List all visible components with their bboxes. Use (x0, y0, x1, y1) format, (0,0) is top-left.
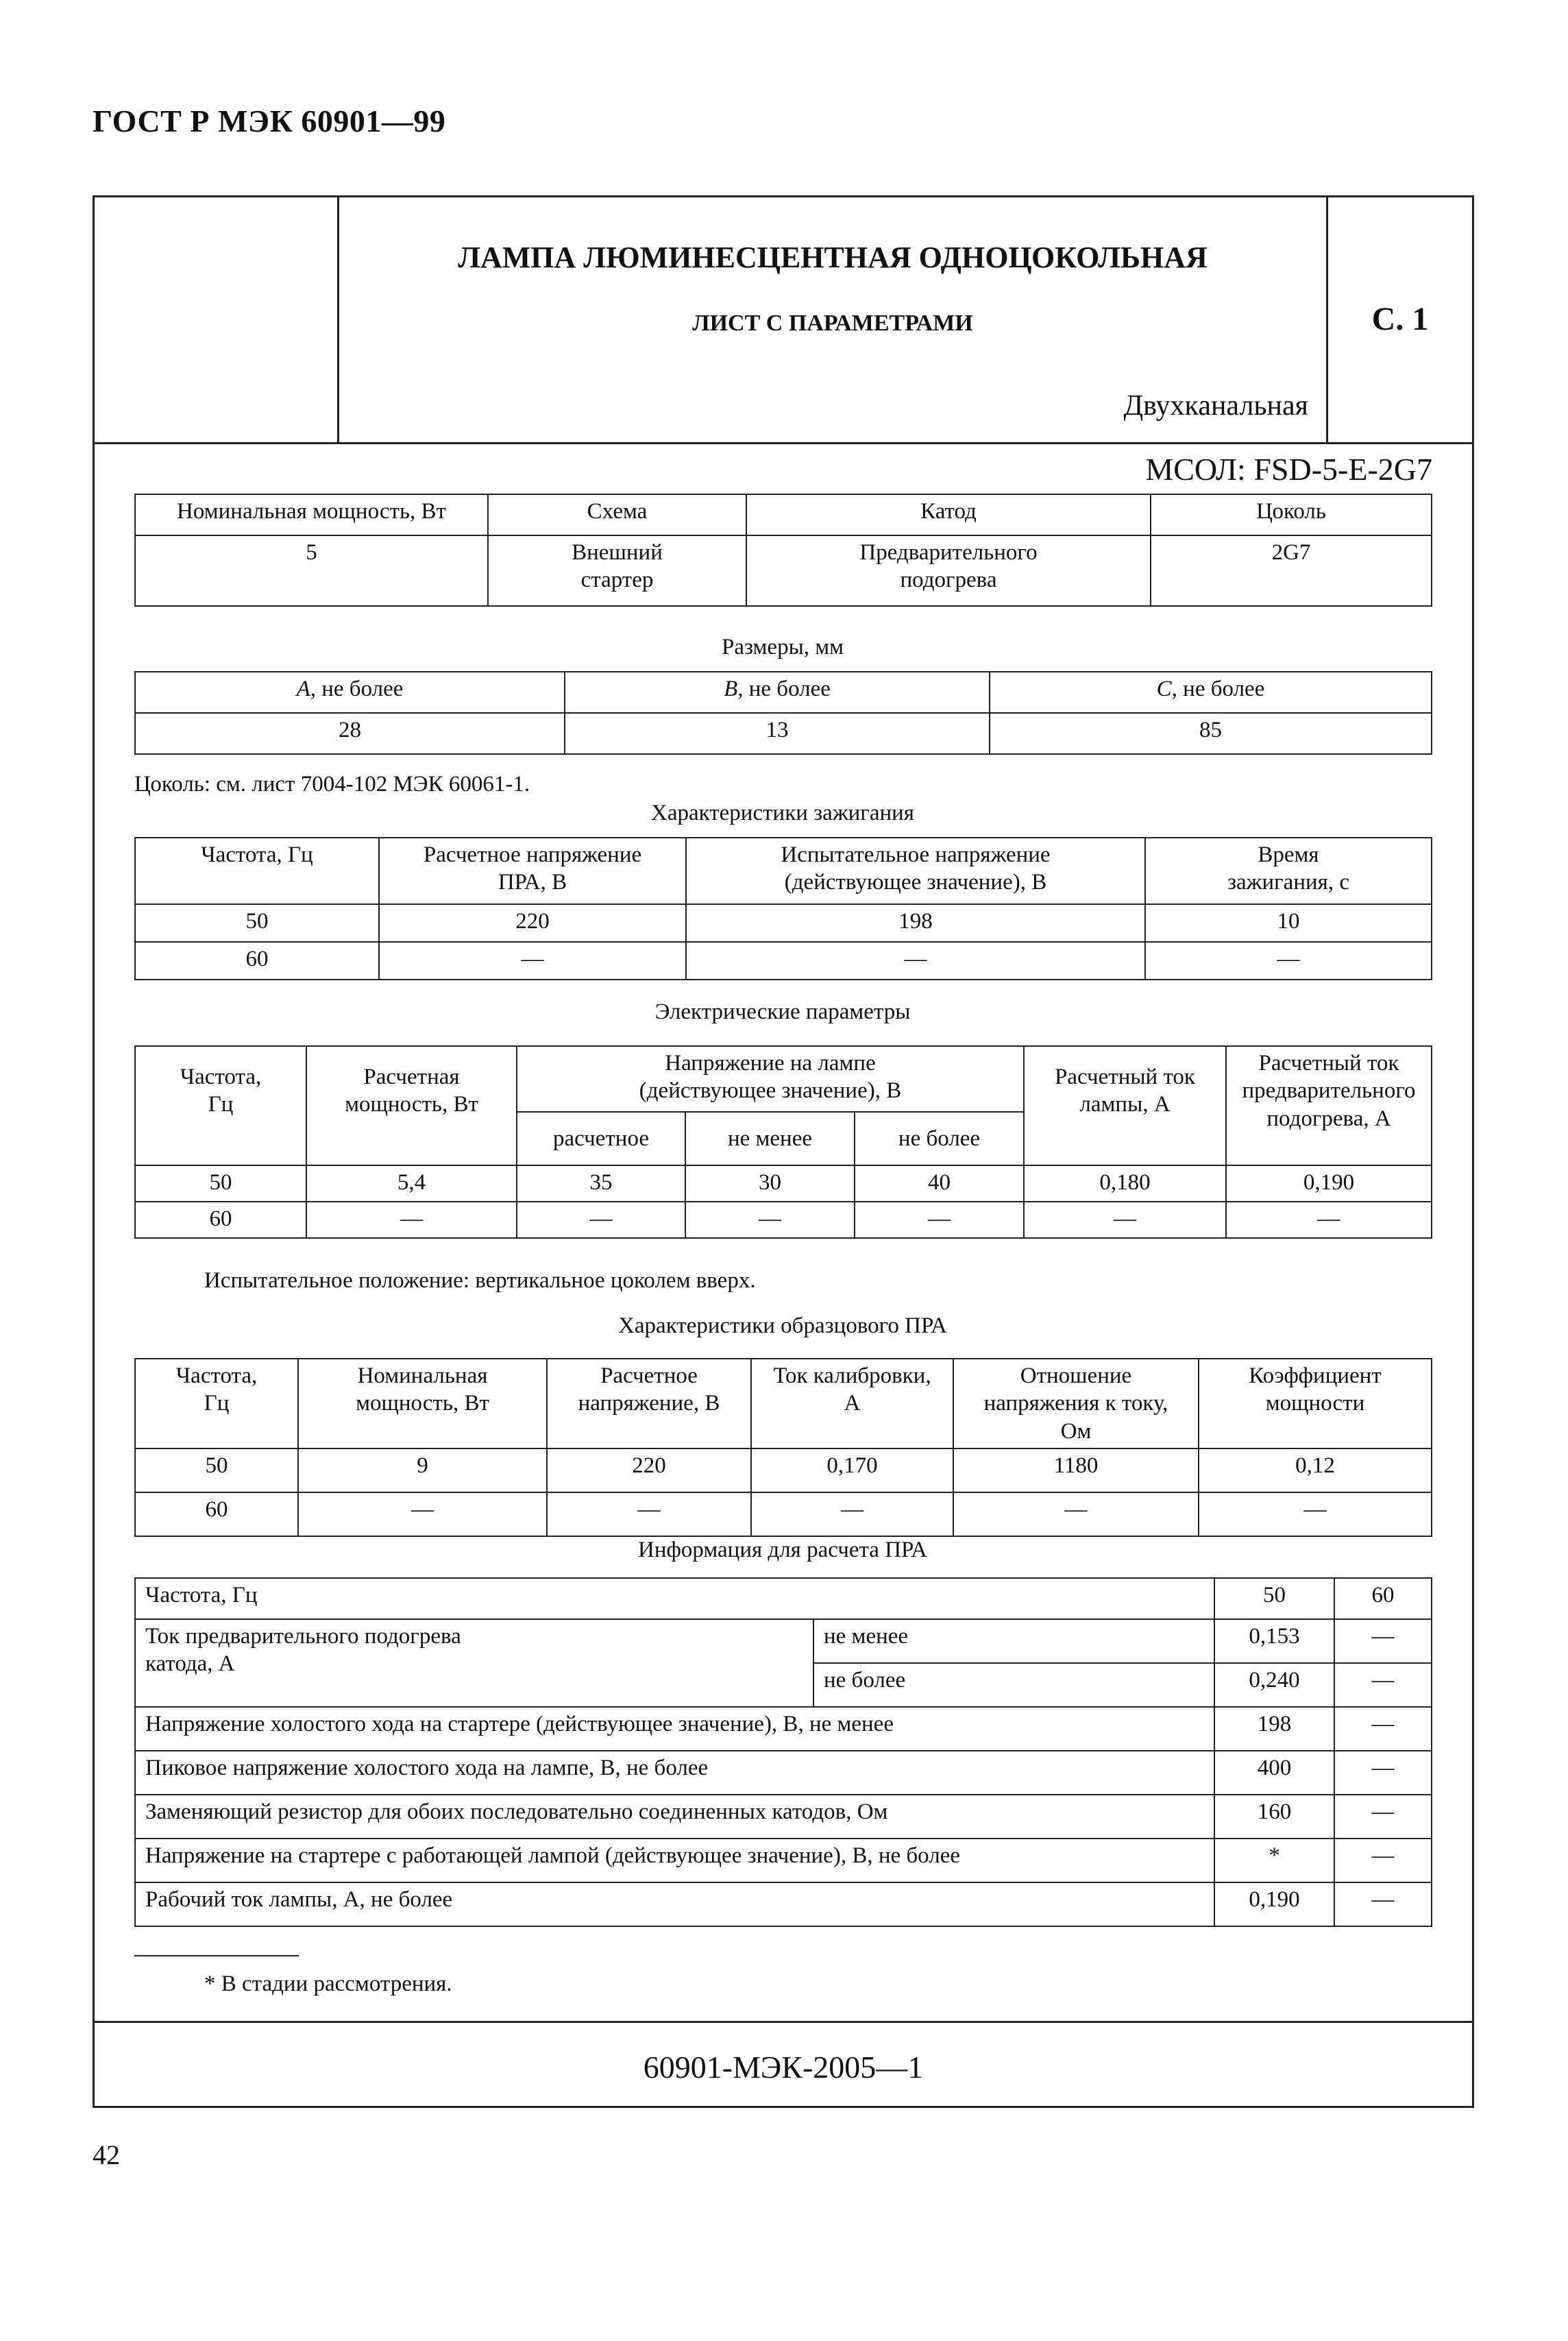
table-cell: 0,170 (751, 1448, 953, 1492)
row-label: Напряжение холостого хода на стартере (действующее значение), В, не менее (135, 1707, 1214, 1751)
table-cell: 198 (686, 904, 1145, 942)
row-sublabel: не менее (813, 1619, 1214, 1663)
footnote: * В стадии рассмотрения. (204, 1972, 452, 1996)
row-label: Рабочий ток лампы, А, не более (135, 1882, 1214, 1926)
row-label: Заменяющий резистор для обоих последовательно соединенных катодов, Ом (135, 1795, 1214, 1839)
table-cell: 0,190 (1226, 1165, 1432, 1202)
header-cell: A, не более (135, 672, 565, 713)
ignition-table (134, 837, 1432, 980)
table-cell: 160 (1214, 1795, 1334, 1839)
table-cell: — (1024, 1202, 1226, 1238)
title-block-blank-cell (95, 197, 339, 442)
reference-ballast-caption: Характеристики образцового ПРА (618, 1313, 947, 1338)
bottom-block (95, 2021, 1472, 2110)
table-cell: 0,180 (1024, 1165, 1226, 1202)
table-cell: 0,240 (1214, 1663, 1334, 1707)
header-cell: B, не более (565, 672, 990, 713)
header-cell: Схема (488, 494, 746, 535)
parameter-sheet-frame (93, 195, 1474, 2108)
standard-header: ГОСТ Р МЭК 60901—99 (93, 104, 446, 138)
header-cell: C, не более (990, 672, 1432, 713)
header-cell: Расчетный ток предварительного подогрева, А (1226, 1046, 1432, 1165)
header-cell: Время зажигания, с (1145, 838, 1432, 904)
header-cell: не более (855, 1112, 1024, 1165)
table-cell: — (1199, 1492, 1432, 1536)
row-sublabel: не более (813, 1663, 1214, 1707)
ignition-caption: Характеристики зажигания (651, 801, 914, 825)
table-cell: — (298, 1492, 547, 1536)
header-cell: Частота, Гц (135, 1359, 298, 1448)
header-cell: Цоколь (1151, 494, 1432, 535)
electrical-table (134, 1045, 1432, 1239)
header-cell: Ток калибровки, А (751, 1359, 953, 1448)
title-block (95, 197, 1472, 444)
table-cell: — (306, 1202, 517, 1238)
header-cell: Номинальная мощность, Вт (298, 1359, 547, 1448)
row-label: Ток предварительного подогрева катода, А (135, 1619, 813, 1707)
header-cell: Расчетное напряжение ПРА, В (379, 838, 686, 904)
table-cell: * (1214, 1839, 1334, 1882)
table-cell: — (1226, 1202, 1432, 1238)
table-cell: 5,4 (306, 1165, 517, 1202)
table-cell: 1180 (953, 1448, 1199, 1492)
table-cell: 2G7 (1151, 535, 1432, 606)
table-cell: — (1334, 1707, 1432, 1751)
test-position-note: Испытательное положение: вертикальное цоколем вверх. (204, 1268, 756, 1293)
ballast-info-table (134, 1577, 1432, 1927)
table-cell: — (953, 1492, 1199, 1536)
table-cell: 220 (379, 904, 686, 942)
table-cell: 400 (1214, 1751, 1334, 1795)
table-cell: 60 (135, 1202, 306, 1238)
row-label: Пиковое напряжение холостого хода на лампе, В, не более (135, 1751, 1214, 1795)
reference-ballast-table (134, 1358, 1432, 1537)
table-cell: — (686, 942, 1145, 980)
header-cell: Частота, Гц (135, 1046, 306, 1165)
main-title: ЛАМПА ЛЮМИНЕСЦЕНТНАЯ ОДНОЦОКОЛЬНАЯ (458, 241, 1208, 274)
header-cell: Напряжение на лампе (действующее значение), В (517, 1046, 1024, 1112)
footnote-separator (134, 1955, 299, 1956)
table-cell: — (1334, 1839, 1432, 1882)
header-cell: 50 (1214, 1578, 1334, 1619)
dimensions-table (134, 671, 1432, 755)
header-cell: Коэффициент мощности (1199, 1359, 1432, 1448)
table-cell: 50 (135, 904, 379, 942)
title-block-sheet (1328, 197, 1472, 442)
table-cell: 50 (135, 1165, 306, 1202)
sub-title: ЛИСТ С ПАРАМЕТРАМИ (692, 311, 973, 336)
lamp-variant: Двухканальная (1123, 390, 1308, 422)
table-cell: 60 (135, 942, 379, 980)
header-cell: Катод (746, 494, 1151, 535)
table-cell: — (379, 942, 686, 980)
header-cell: не менее (685, 1112, 855, 1165)
table-cell: 10 (1145, 904, 1432, 942)
table-cell: Предварительного подогрева (746, 535, 1151, 606)
table-cell: 0,190 (1214, 1882, 1334, 1926)
table-cell: — (855, 1202, 1024, 1238)
table-cell: 28 (135, 713, 565, 754)
table-cell: 0,153 (1214, 1619, 1334, 1663)
header-cell: Отношение напряжения к току, Ом (953, 1359, 1199, 1448)
dimensions-caption: Размеры, мм (721, 635, 844, 659)
header-cell: расчетное (517, 1112, 685, 1165)
table-cell: — (751, 1492, 953, 1536)
row-label: Частота, Гц (135, 1578, 1214, 1619)
row-label: Напряжение на стартере с работающей лампой (действующее значение), В, не более (135, 1839, 1214, 1882)
table-cell: 85 (990, 713, 1432, 754)
ballast-info-caption: Информация для расчета ПРА (637, 1538, 927, 1562)
page-number: 42 (93, 2139, 120, 2170)
sheet-code: 60901-МЭК-2005—1 (643, 2050, 924, 2085)
title-block-center (339, 197, 1328, 442)
header-cell: Расчетное напряжение, В (547, 1359, 751, 1448)
table-cell: Внешний стартер (488, 535, 746, 606)
base-note: Цоколь: см. лист 7004-102 МЭК 60061-1. (134, 772, 530, 797)
main-params-table (134, 494, 1432, 607)
sheet-number: С. 1 (1371, 301, 1429, 337)
table-cell: 0,12 (1199, 1448, 1432, 1492)
table-cell: 40 (855, 1165, 1024, 1202)
table-cell: 9 (298, 1448, 547, 1492)
lamp-designation: МСОЛ: FSD-5-E-2G7 (1145, 452, 1432, 487)
header-cell: 60 (1334, 1578, 1432, 1619)
table-cell: 198 (1214, 1707, 1334, 1751)
table-cell: 30 (685, 1165, 855, 1202)
table-cell: — (1334, 1663, 1432, 1707)
table-cell: 50 (135, 1448, 298, 1492)
table-cell: 13 (565, 713, 990, 754)
table-cell: — (1334, 1882, 1432, 1926)
table-cell: 5 (135, 535, 488, 606)
table-cell: — (1334, 1795, 1432, 1839)
table-cell: 35 (517, 1165, 685, 1202)
table-cell: — (547, 1492, 751, 1536)
table-cell: — (517, 1202, 685, 1238)
table-cell: 220 (547, 1448, 751, 1492)
header-cell: Частота, Гц (135, 838, 379, 904)
header-cell: Расчетная мощность, Вт (306, 1046, 517, 1165)
header-cell: Расчетный ток лампы, А (1024, 1046, 1226, 1165)
header-cell: Испытательное напряжение (действующее значение), В (686, 838, 1145, 904)
table-cell: 60 (135, 1492, 298, 1536)
table-cell: — (1145, 942, 1432, 980)
table-cell: — (1334, 1751, 1432, 1795)
header-cell: Номинальная мощность, Вт (135, 494, 488, 535)
table-cell: — (685, 1202, 855, 1238)
electrical-caption: Электрические параметры (654, 999, 911, 1024)
table-cell: — (1334, 1619, 1432, 1663)
